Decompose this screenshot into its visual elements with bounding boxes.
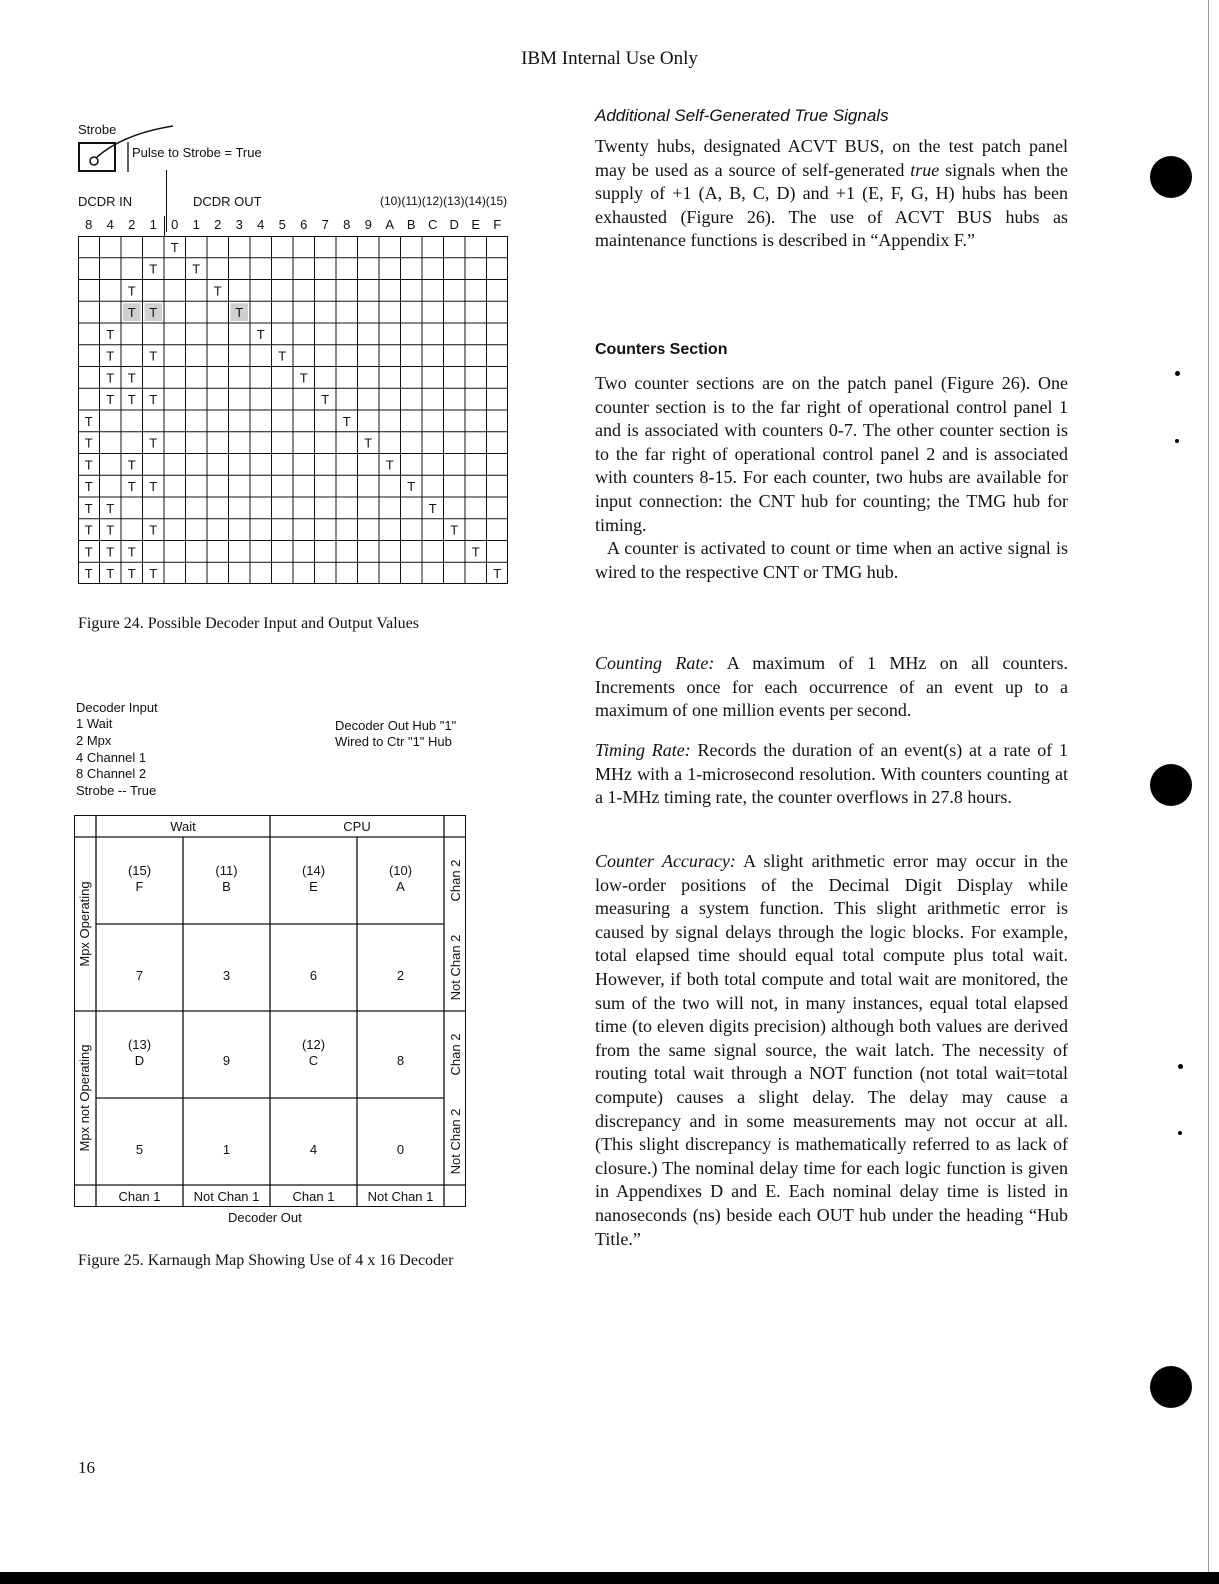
column-header-6: 6: [300, 217, 308, 232]
kmap-cell-value: 4: [309, 1142, 318, 1157]
acvt-text-true: true: [910, 159, 940, 180]
input-true-mark: T: [106, 500, 115, 516]
kmap-cell-hex-index: (11): [215, 863, 238, 878]
kmap-cell-value: 3: [222, 968, 231, 983]
kmap-right-label: Chan 2: [448, 859, 463, 902]
acvt-text-b: signals when the supply of +1 (A, B, C, D) and +1 (E, F, G, H) hubs has been exhausted (Figure 26). The use of ACVT BUS hubs as maintenance functions is described in “Appendix F.”: [595, 159, 1068, 251]
column-header-8: 8: [85, 217, 93, 232]
margin-dot: [1178, 1064, 1183, 1069]
column-header-d: D: [449, 217, 459, 232]
input-true-mark: T: [127, 566, 136, 582]
karnaugh-map: [74, 815, 466, 1207]
input-true-mark: T: [106, 392, 115, 408]
kmap-cell-value: D: [134, 1053, 145, 1068]
column-header-a: A: [385, 217, 395, 232]
output-true-mark: T: [192, 261, 201, 277]
kmap-cell-value: B: [222, 879, 231, 894]
kmap-right-label: Not Chan 2: [448, 1108, 463, 1175]
counting-rate-text: A maximum of 1 MHz on all counters. Increments once for each occurrence of an event up to a maximum of one million events per second.: [595, 653, 1068, 721]
heading-self-generated-signals: Additional Self-Generated True Signals: [595, 106, 889, 125]
input-true-mark: T: [127, 392, 136, 408]
kmap-bottom-label: Not Chan 1: [367, 1189, 434, 1204]
legend-item-mpx: 2 Mpx: [76, 733, 112, 748]
dcdr-out-label: DCDR OUT: [193, 194, 262, 209]
counting-rate-label: Counting Rate:: [595, 653, 715, 673]
output-true-mark: T: [493, 566, 502, 582]
dcdr-in-label: DCDR IN: [78, 194, 133, 209]
output-true-mark: T: [321, 392, 330, 408]
figure25-caption: Figure 25. Karnaugh Map Showing Use of 4 x 16 Decoder: [78, 1252, 454, 1269]
input-true-mark: T: [149, 522, 158, 538]
kmap-left-label: Mpx Operating: [77, 881, 92, 967]
decoder-truth-table: [78, 236, 508, 584]
kmap-cell-value: 9: [222, 1053, 231, 1068]
kmap-cell-hex-index: (14): [301, 863, 326, 878]
input-true-mark: T: [127, 305, 136, 321]
input-true-mark: T: [84, 566, 93, 582]
kmap-cell-value: A: [396, 879, 405, 894]
header-separator: [164, 216, 165, 236]
margin-dot: [1175, 439, 1179, 443]
hex-output-label: (10)(11)(12)(13)(14)(15): [380, 194, 508, 208]
column-header-e: E: [471, 217, 481, 232]
timing-rate-text: Records the duration of an event(s) at a rate of 1 MHz with a 1-microsecond resolution. With counters counting at a 1-MHz timing rate, the counter overflows in 27.8 hours.: [595, 740, 1068, 808]
input-true-mark: T: [127, 457, 136, 473]
kmap-top-label: Wait: [170, 819, 196, 834]
input-true-mark: T: [127, 479, 136, 495]
kmap-cell-value: 5: [135, 1142, 144, 1157]
kmap-cell-value: F: [135, 879, 144, 894]
input-true-mark: T: [84, 457, 93, 473]
page-header: IBM Internal Use Only: [521, 48, 698, 69]
kmap-cell-value: 0: [396, 1142, 405, 1157]
counter-accuracy-label: Counter Accuracy:: [595, 851, 736, 871]
output-true-mark: T: [342, 413, 351, 429]
kmap-left-label: Mpx not Operating: [77, 1044, 92, 1152]
output-true-mark: T: [278, 348, 287, 364]
column-header-4: 4: [257, 217, 265, 232]
input-true-mark: T: [106, 566, 115, 582]
column-header-c: C: [428, 217, 438, 232]
kmap-cell-hex-index: (10): [388, 863, 413, 878]
kmap-bottom-label: Not Chan 1: [193, 1189, 260, 1204]
column-header-8: 8: [343, 217, 351, 232]
output-true-mark: T: [407, 479, 416, 495]
acvt-text-a: Twenty hubs, designated ACVT BUS, on the test patch panel may be used as a source of self-generated: [595, 136, 1068, 180]
kmap-top-label: CPU: [343, 819, 371, 834]
input-true-mark: T: [106, 370, 115, 386]
legend-item-wait: 1 Wait: [76, 716, 113, 731]
column-header-5: 5: [278, 217, 286, 232]
legend-item-strobe: Strobe -- True: [76, 783, 157, 798]
column-header-7: 7: [321, 217, 329, 232]
input-true-mark: T: [149, 392, 158, 408]
output-true-mark: T: [299, 370, 308, 386]
input-true-mark: T: [149, 479, 158, 495]
decoder-out-note-line1: Decoder Out Hub "1": [335, 718, 457, 733]
paragraph-timing-rate: [595, 739, 1068, 810]
column-header-f: F: [493, 217, 502, 232]
kmap-cell-hex-index: (13): [127, 1037, 152, 1052]
input-true-mark: T: [84, 479, 93, 495]
input-true-mark: T: [127, 370, 136, 386]
output-true-mark: T: [235, 305, 244, 321]
kmap-right-label: Chan 2: [448, 1033, 463, 1076]
strobe-label: Strobe: [78, 122, 117, 137]
output-true-mark: T: [170, 239, 179, 255]
column-header-0: 0: [171, 217, 179, 232]
paragraph-acvt-bus: [595, 135, 1068, 253]
legend-item-channel2: 8 Channel 2: [76, 766, 147, 781]
margin-dot: [1178, 1131, 1182, 1135]
scan-bottom-bar: [0, 1572, 1219, 1584]
counter-accuracy-text: A slight arithmetic error may occur in the low-order positions of the Decimal Digit Display while measuring a system function. This slight arithmetic error is caused by signal delays through the logic blocks. For example, total elapsed time should equal total compute plus total wait. However, if both total compute and total wait are monitored, the sum of the two will not, in many instances, equal total elapsed time (to eleven digits precision) although both values are derived from the same signal source, the wait latch. The necessity of routing total wait through a NOT function (not total wait=total compute) causes a slight delay. The delay may cause a discrepancy and in some measurements may not occur at all. (This slight discrepancy is mathematically referred to as lack of closure.) The nominal delay time for each logic function is given in Appendixes D and E. Each nominal delay time is listed in nanoseconds (ns) beside each OUT hub under the heading “Hub Title.”: [595, 851, 1068, 1249]
kmap-cell-value: E: [309, 879, 318, 894]
kmap-right-label: Not Chan 2: [448, 934, 463, 1001]
page-edge-line: [1208, 0, 1209, 1572]
page-number: 16: [78, 1458, 95, 1477]
column-header-4: 4: [106, 217, 114, 232]
output-true-mark: T: [428, 500, 437, 516]
input-true-mark: T: [106, 348, 115, 364]
output-true-mark: T: [256, 326, 265, 342]
kmap-bottom-label: Chan 1: [292, 1189, 335, 1204]
binder-hole: [1150, 1366, 1192, 1408]
input-true-mark: T: [106, 326, 115, 342]
kmap-cell-value: 1: [222, 1142, 231, 1157]
kmap-cell-value: 2: [396, 968, 405, 983]
output-true-mark: T: [364, 435, 373, 451]
input-true-mark: T: [106, 544, 115, 560]
margin-dot: [1175, 371, 1180, 376]
output-true-mark: T: [471, 544, 480, 560]
input-true-mark: T: [149, 305, 158, 321]
input-true-mark: T: [127, 283, 136, 299]
kmap-cell-hex-index: (12): [301, 1037, 326, 1052]
input-true-mark: T: [84, 522, 93, 538]
column-header-2: 2: [128, 217, 136, 232]
pulse-to-strobe-label: Pulse to Strobe = True: [132, 145, 262, 160]
column-header-9: 9: [364, 217, 372, 232]
column-header-1: 1: [192, 217, 200, 232]
column-header-2: 2: [214, 217, 222, 232]
paragraph-counter-activation: A counter is activated to count or time when an active signal is wired to the respective CNT or TMG hub.: [595, 538, 1068, 582]
kmap-cell-hex-index: (15): [127, 863, 152, 878]
kmap-cell-value: 8: [396, 1053, 405, 1068]
decoder-input-legend-title: Decoder Input: [76, 700, 158, 715]
decoder-out-note-line2: Wired to Ctr "1" Hub: [335, 734, 452, 749]
paragraph-counter-accuracy: [595, 850, 1068, 1251]
timing-rate-label: Timing Rate:: [595, 740, 691, 760]
input-true-mark: T: [149, 566, 158, 582]
paragraph-counter-sections: Two counter sections are on the patch panel (Figure 26). One counter section is to the far right of operational control panel 1 and is associated with counters 0-7. The other counter section is to the far right of operational control panel 2 and is associated with counters 8-15. For each counter, two hubs are available for input connection: the CNT hub for counting; the TMG hub for timing.: [595, 373, 1068, 535]
heading-counters-section: Counters Section: [595, 341, 728, 358]
kmap-cell-value: C: [308, 1053, 319, 1068]
binder-hole: [1150, 764, 1192, 806]
input-true-mark: T: [149, 348, 158, 364]
paragraph-counting-rate: [595, 652, 1068, 723]
input-true-mark: T: [149, 261, 158, 277]
input-true-mark: T: [106, 522, 115, 538]
binder-hole: [1150, 156, 1192, 198]
column-header-3: 3: [235, 217, 243, 232]
input-true-mark: T: [149, 435, 158, 451]
decoder-out-axis-label: Decoder Out: [228, 1210, 302, 1225]
column-header-b: B: [406, 217, 416, 232]
figure24-caption: Figure 24. Possible Decoder Input and Output Values: [78, 615, 419, 632]
kmap-cell-value: 6: [309, 968, 318, 983]
input-true-mark: T: [84, 544, 93, 560]
column-header-1: 1: [149, 217, 157, 232]
output-true-mark: T: [213, 283, 222, 299]
kmap-cell-value: 7: [135, 968, 144, 983]
input-true-mark: T: [84, 435, 93, 451]
kmap-bottom-label: Chan 1: [118, 1189, 161, 1204]
legend-item-channel1: 4 Channel 1: [76, 750, 147, 765]
input-true-mark: T: [84, 500, 93, 516]
output-true-mark: T: [385, 457, 394, 473]
input-true-mark: T: [127, 544, 136, 560]
input-true-mark: T: [84, 413, 93, 429]
output-true-mark: T: [450, 522, 459, 538]
